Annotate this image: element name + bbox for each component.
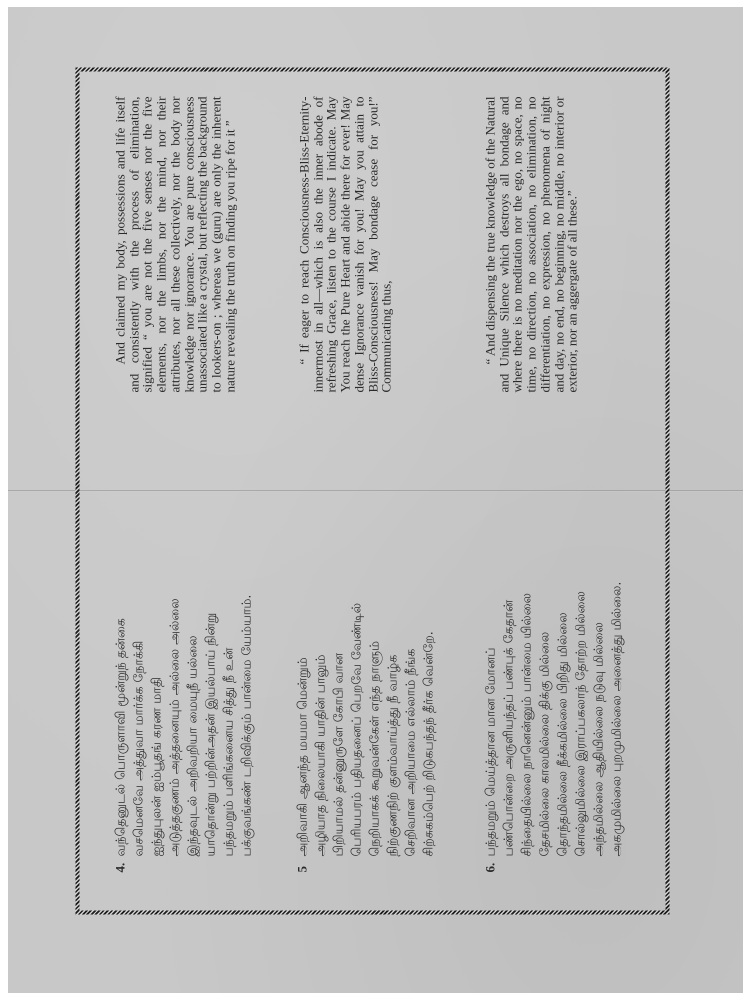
verse-line: அடுத்தகுணம் அத்தனையும் அல்லை அல்லை [166, 597, 181, 856]
verse-line: சொல்லுமில்லை இராப்பகலாந் தோற்ற மில்லை [572, 590, 587, 856]
verse-line: தொந்தமில்லை நீக்கமில்லை பிறிது மில்லை [554, 611, 569, 856]
tamil-verse-6 [481, 560, 625, 870]
tamil-column [75, 560, 669, 870]
english-translation-4 [113, 96, 236, 392]
translation-paragraph: “ And dispensing the true knowledge of the Natural and Unique Silence which destroys all bondage and where there is no meditation nor the ego, no space, no time, no direction, no association, no elimination, no differentiation, no expression, no phenomena of night and day, no end, no beginning, no middle, no interior or exterior, nor an aggergate of all these.” [482, 96, 580, 392]
verse-line: சிந்தையில்லை நானென்னும் பான்மை யில்லை [518, 592, 533, 856]
english-translation-5 [297, 96, 393, 392]
verse-number: 6. [482, 862, 497, 872]
verse-line: நிற்குணநிற் குளம்வாய்த்து நீ வாழ்க [384, 654, 399, 856]
verse-line: பெரியபரம் பதியதனைப் பெறவே வேண்டில் [348, 602, 363, 856]
translation-paragraph: “ If eager to reach Consciousness-Bliss-Eternity-innermost in all—which is also the inner abode of refreshing Grace, listen to the course I indicate. May You reach the Pure Heart and abide there for ever! May dense Ignorance vanish for you! May you attain to Bliss-Consciousness! May bondage cease for you!” Communicating thus, [296, 96, 394, 392]
tamil-verse-4 [111, 560, 255, 870]
verse-line: ஐந்துபுலன் ஐம்பூதங் கரண மாதி [148, 676, 163, 856]
verse-line: பந்தமறும் மெய்த்தான மான மோனப் [482, 647, 497, 856]
english-translation-6 [483, 96, 579, 392]
verse-line: சிற்சுகம்பெற் றிடுகபந்தந் தீர்க வென்றே. [420, 630, 435, 856]
verse-line: பக்குவங்கண் டறிவிக்கும் பான்மை யேம்யாம். [238, 594, 253, 856]
verse-line: அகமுமில்லை புறமுமில்லை அனைத்து மில்லை. [608, 581, 623, 856]
verse-line: பிறியாமல் தன்னுருளே கோபி வான [330, 652, 345, 856]
verse-line: பண்பொன்றை அருளியந்தப் பண்புக் கேதான் [500, 599, 515, 856]
english-column [75, 96, 669, 392]
verse-line: வசமெனவே அத்துவா மார்க்க நோக்கி [130, 640, 145, 856]
verse-line: அறிவாகி ஆனந்த மயமா மென்றும் [294, 656, 309, 856]
verse-number: 5 [294, 865, 309, 872]
rotated-page [75, 67, 669, 914]
verse-number: 4. [112, 862, 127, 872]
verse-line: யாதொன்று பற்றின்அதன் இயல்பாய் நின்று [202, 612, 217, 856]
verse-line: நெறியாகக் கூறுவன்கேள் எந்த நாளும் [366, 640, 381, 856]
translation-paragraph: And claimed my body, possessions and life itself and consistently with the process of elimination, signified “ you are not the five senses nor the five elements, nor the limbs, nor the mind, nor their attributes, nor all these collectively, nor the body nor knowledge nor ignorance. You are pure consciousness unassociated like a crystal, but reflecting the background to lookers-on ; whereas we (guru) are only the inherent nature revealing the truth on finding you ripe for it ” [112, 95, 237, 392]
verse-line: இந்தவுடல் அறிவறியா மையுநீ யல்லை [184, 634, 199, 856]
verse-line: பந்தமறும் பளிங்கனைய சித்து நீ உன் [220, 647, 235, 856]
verse-line: செறிவான அறியாமை எல்லாம் நீங்க [402, 648, 417, 856]
verse-line: அந்தமில்லை ஆதியில்லை நடுவு மில்லை [590, 621, 605, 856]
tamil-verse-5 [293, 560, 437, 870]
verse-line: அழியாத நிலையாகி யாதின் பாலும் [312, 654, 327, 856]
verse-line: வந்தெனுடல் பொருளாவி மூன்றுந் தன்கை [112, 617, 127, 856]
verse-line: தேசமில்லை காலமில்லை திக்கு மில்லை [536, 631, 551, 856]
